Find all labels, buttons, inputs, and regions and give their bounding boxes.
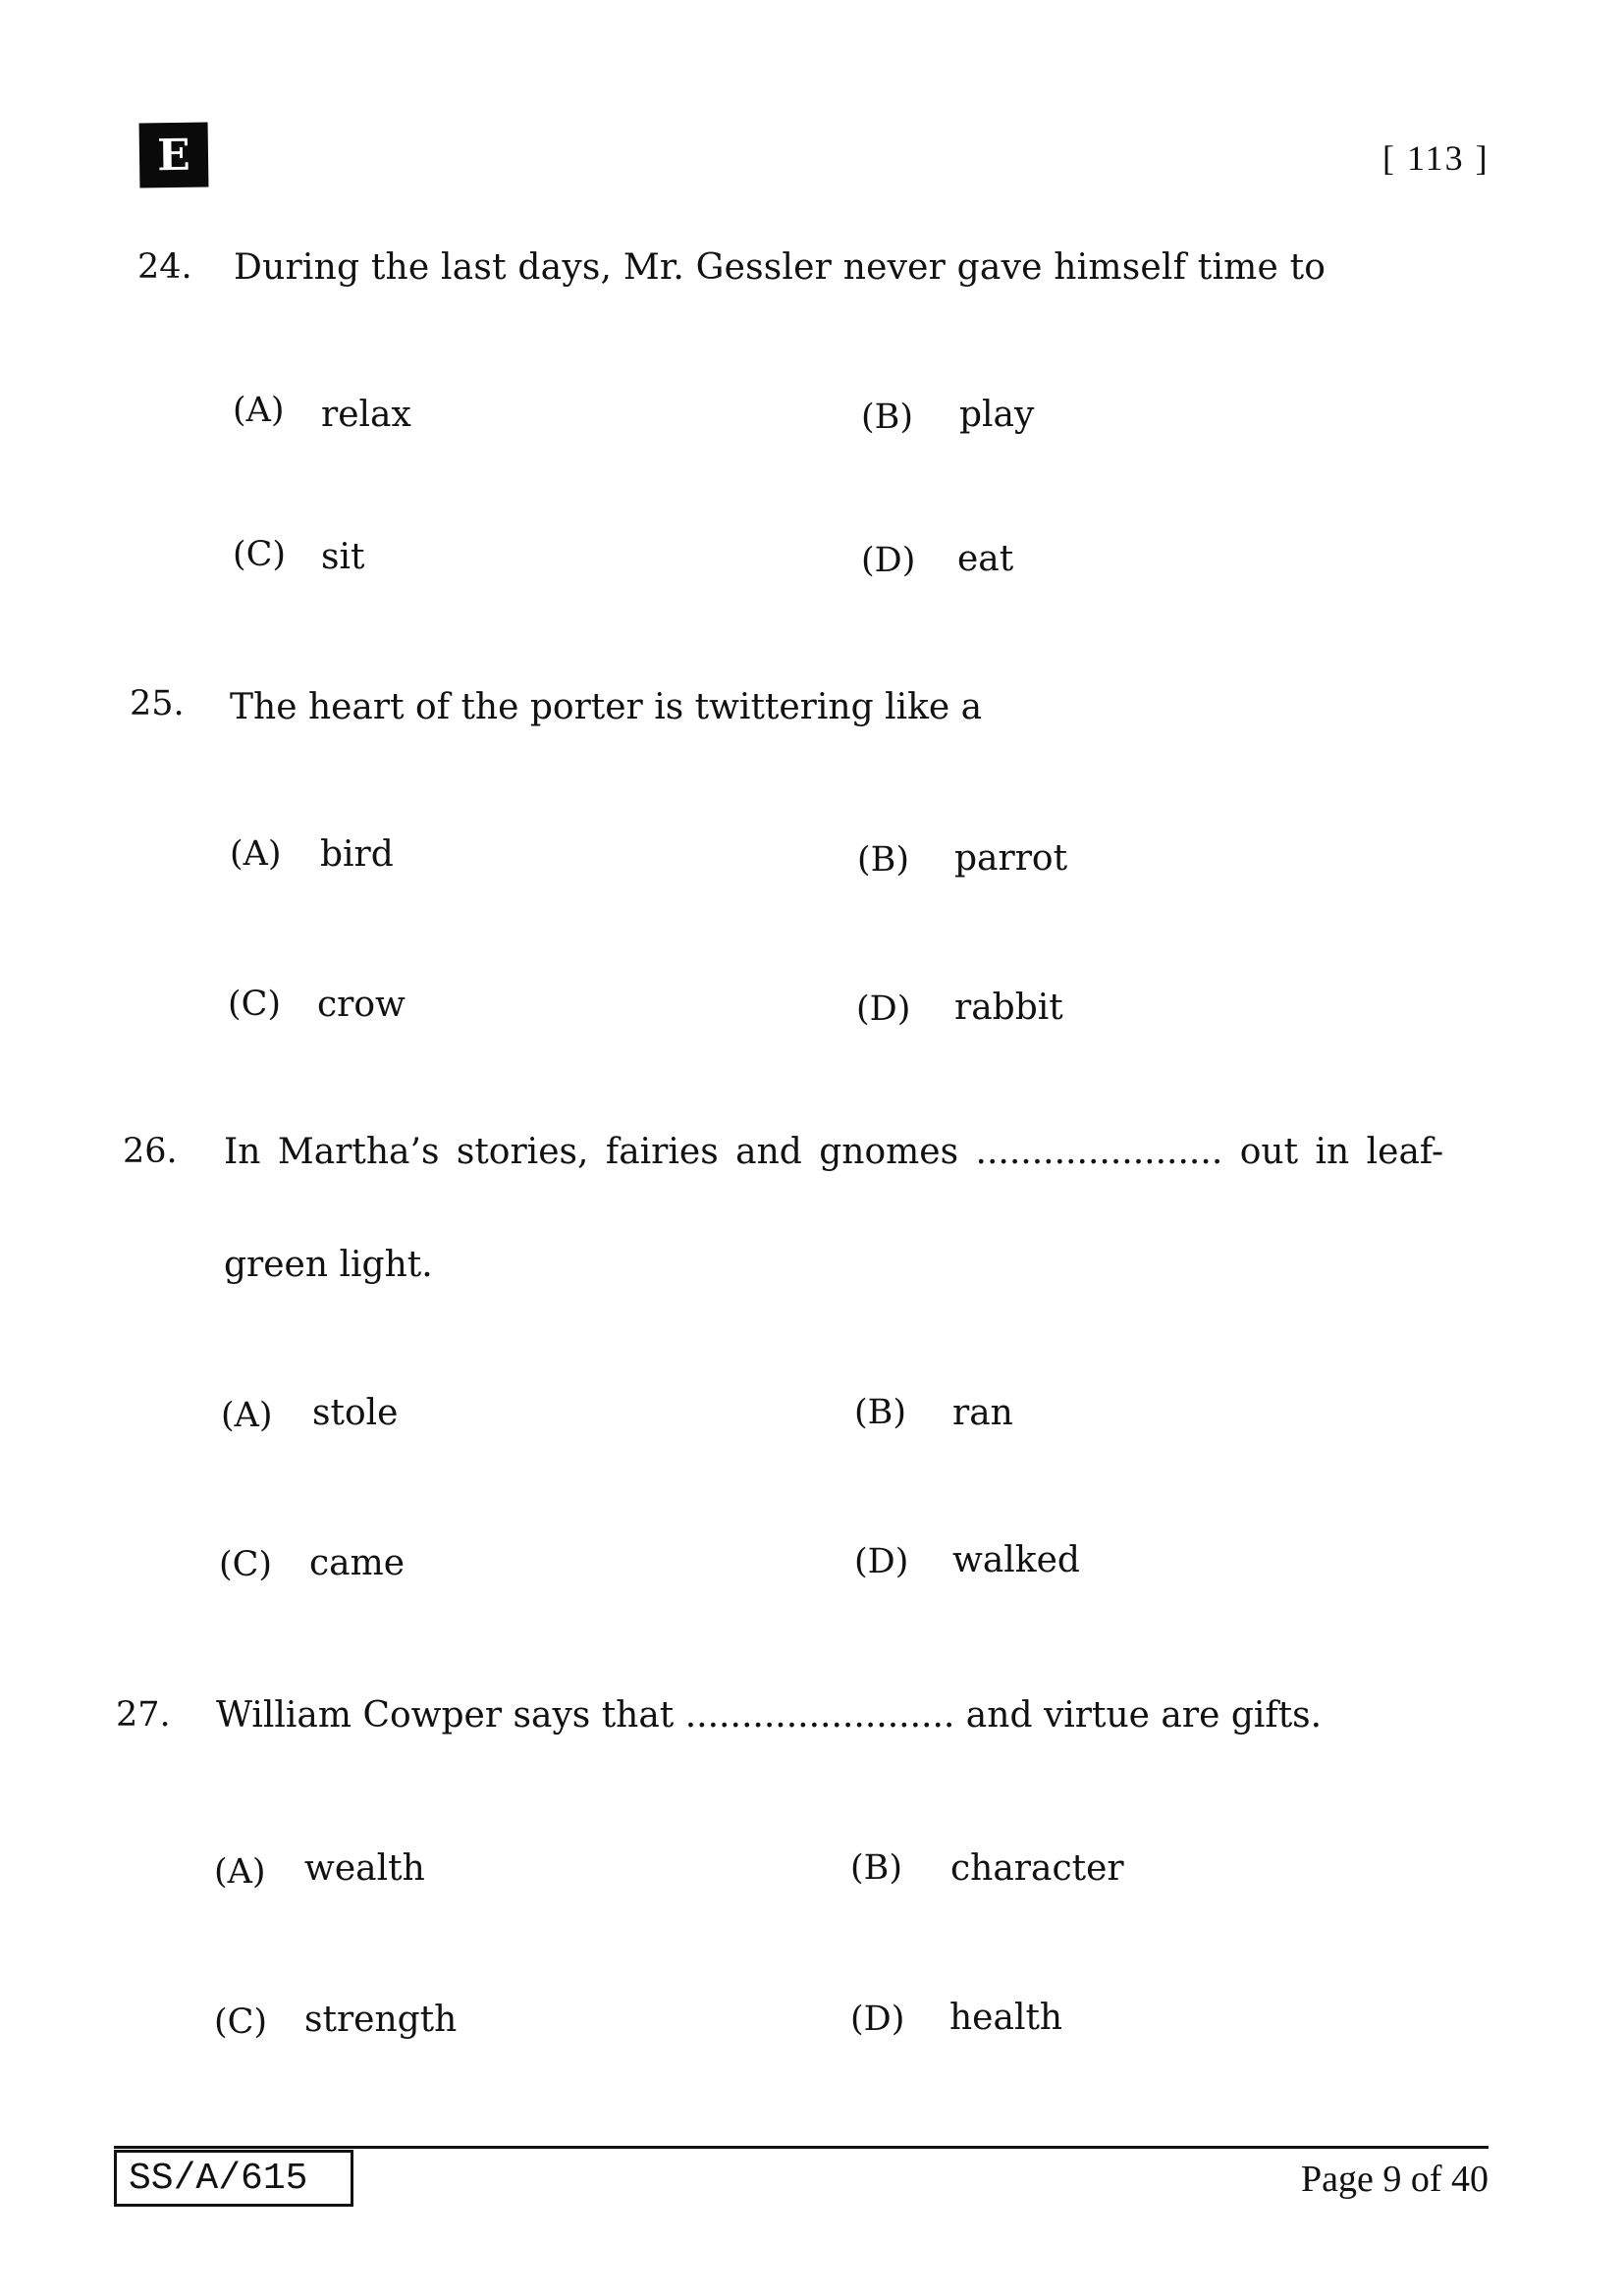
option-a-label: (A) (214, 1852, 266, 1892)
question-text-line2: green light. (224, 1245, 433, 1285)
option-c-text: sit (321, 537, 365, 577)
option-c-label: (C) (214, 2002, 268, 2042)
option-d-text: walked (952, 1540, 1080, 1580)
option-b-label: (B) (854, 1393, 907, 1432)
option-b-text: character (950, 1848, 1124, 1889)
option-c-label: (C) (233, 535, 287, 574)
option-b-text: ran (952, 1393, 1013, 1433)
option-d-label: (D) (861, 541, 916, 580)
question-text: In Martha’s stories, fairies and gnomes ...................... out in leaf- (224, 1132, 1444, 1172)
paper-code-box (114, 2150, 353, 2207)
set-badge-label: E (156, 130, 191, 181)
option-b-text: play (959, 395, 1035, 435)
question-number: 25. (130, 684, 185, 723)
question-text: During the last days, Mr. Gessler never gave himself time to (234, 247, 1326, 288)
option-c-label: (C) (219, 1545, 273, 1584)
option-c-label: (C) (228, 985, 282, 1024)
option-a-text: relax (321, 395, 411, 435)
option-a-label: (A) (221, 1396, 273, 1435)
option-c-text: came (309, 1543, 406, 1583)
option-c-text: crow (317, 985, 406, 1025)
option-b-text: parrot (954, 838, 1068, 879)
option-c-text: strength (304, 2000, 458, 2040)
footer-divider (114, 2146, 1489, 2149)
option-b-label: (B) (850, 1848, 903, 1888)
option-a-text: stole (312, 1393, 399, 1433)
option-d-text: health (949, 1998, 1063, 2038)
option-d-label: (D) (854, 1542, 909, 1581)
set-badge (139, 123, 209, 188)
option-d-label: (D) (850, 2000, 905, 2039)
option-d-text: rabbit (954, 988, 1063, 1028)
question-text: The heart of the porter is twittering like a (230, 687, 983, 727)
option-a-text: wealth (304, 1848, 425, 1889)
question-text: William Cowper says that ........................ and virtue are gifts. (216, 1695, 1323, 1735)
question-number: 24. (137, 247, 192, 287)
option-d-label: (D) (856, 989, 911, 1029)
option-a-text: bird (320, 834, 394, 875)
paper-code: SS/A/615 (129, 2157, 308, 2200)
page-number: Page 9 of 40 (1300, 2159, 1489, 2200)
option-a-label: (A) (233, 391, 285, 430)
option-a-label: (A) (230, 834, 282, 874)
option-b-label: (B) (861, 398, 914, 437)
option-d-text: eat (957, 539, 1014, 579)
question-number: 26. (123, 1132, 178, 1171)
option-b-label: (B) (857, 840, 910, 880)
page-code: [ 113 ] (1382, 138, 1489, 178)
question-number: 27. (116, 1695, 171, 1735)
